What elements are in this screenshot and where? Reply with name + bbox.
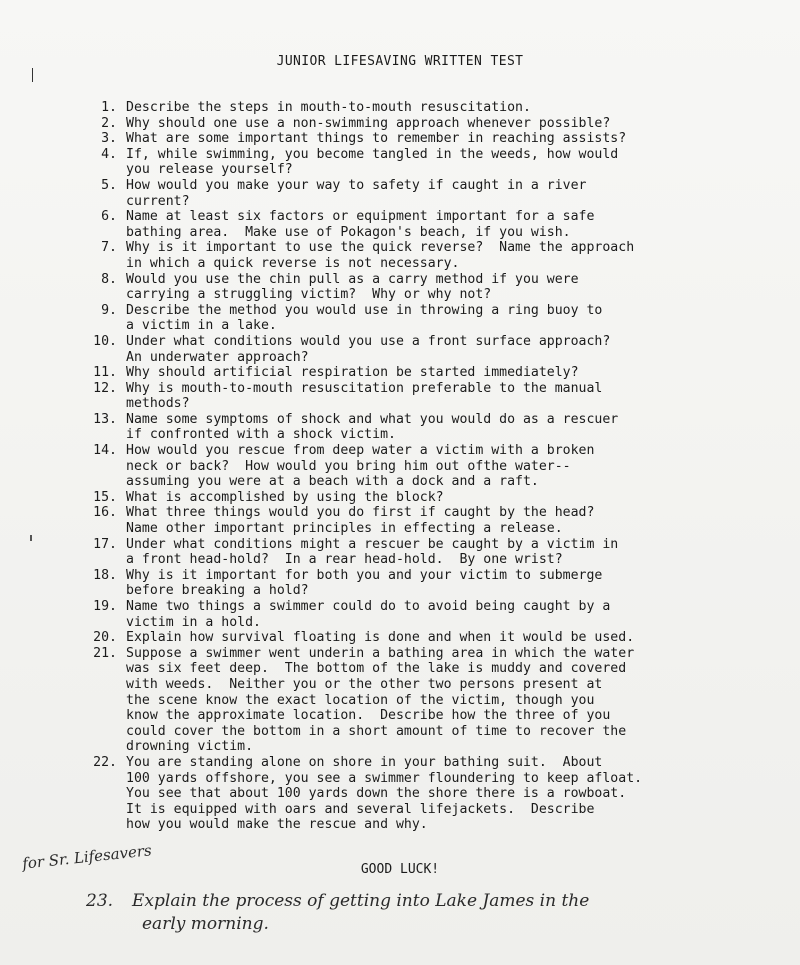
question-item	[70, 490, 790, 506]
question-text-line: methods?	[126, 396, 190, 412]
question-text-line: how you would make the rescue and why.	[126, 817, 428, 833]
question-text-line: Suppose a swimmer went underin a bathing area in which the water	[126, 645, 635, 661]
question-item	[70, 131, 790, 147]
question-text	[126, 116, 790, 132]
question-text-line: Why should artificial respiration be started immediately?	[126, 365, 579, 381]
question-item	[70, 646, 790, 755]
margin-dot	[30, 535, 32, 541]
margin-mark	[32, 68, 33, 82]
question-item	[70, 505, 790, 536]
question-number: 9.	[101, 302, 117, 318]
question-text	[126, 505, 790, 536]
question-item	[70, 537, 790, 568]
question-text	[126, 334, 790, 365]
question-text-line: neck or back? How would you bring him out ofthe water--	[126, 458, 571, 474]
question-number: 3.	[101, 131, 117, 147]
question-text	[126, 630, 790, 646]
test-title: JUNIOR LIFESAVING WRITTEN TEST	[276, 54, 524, 69]
handwritten-question-line-1: Explain the process of getting into Lake James in the	[132, 891, 590, 911]
question-number: 22.	[93, 754, 117, 770]
handwritten-note: for Sr. Lifesavers	[21, 841, 153, 873]
question-item	[70, 443, 790, 490]
question-text	[126, 381, 790, 412]
question-text-line: Name two things a swimmer could do to avoid being caught by a	[126, 599, 611, 614]
question-text	[126, 100, 790, 116]
question-number: 16.	[93, 505, 117, 521]
question-text	[126, 272, 790, 303]
question-number: 1.	[101, 100, 117, 115]
handwritten-question-number: 23.	[86, 891, 114, 911]
question-number: 4.	[101, 146, 117, 162]
question-text	[126, 568, 790, 599]
question-text-line: It is equipped with oars and several lifejackets. Describe	[126, 801, 595, 817]
question-text-line: An underwater approach?	[126, 349, 309, 365]
question-item	[70, 178, 790, 209]
question-text-line: Name at least six factors or equipment important for a safe	[126, 209, 595, 225]
question-text-line: Name other important principles in effecting a release.	[126, 521, 563, 537]
question-text	[126, 131, 790, 147]
handwritten-question-23	[86, 890, 776, 936]
question-text-line: How would you rescue from deep water a victim with a broken	[126, 443, 595, 459]
question-text-line: before breaking a hold?	[126, 583, 309, 599]
question-text	[126, 147, 790, 178]
question-text-line: Under what conditions would you use a front surface approach?	[126, 333, 611, 349]
question-item	[70, 240, 790, 271]
question-text	[126, 303, 790, 334]
question-text-line: Describe the steps in mouth-to-mouth resuscitation.	[126, 100, 531, 115]
question-text-line: Explain how survival floating is done and when it would be used.	[126, 630, 635, 646]
question-text-line: a front head-hold? In a rear head-hold. By one wrist?	[126, 552, 563, 568]
question-number: 2.	[101, 115, 117, 131]
question-text-line: the scene know the exact location of the victim, though you	[126, 692, 595, 708]
question-text-line: know the approximate location. Describe how the three of you	[126, 708, 611, 724]
handwritten-question-line-2: early morning.	[142, 914, 269, 934]
question-text-line: What are some important things to remember in reaching assists?	[126, 131, 627, 147]
question-item	[70, 100, 790, 116]
question-text-line: you release yourself?	[126, 162, 293, 178]
question-text	[126, 240, 790, 271]
question-number: 7.	[101, 240, 117, 256]
question-text	[126, 365, 790, 381]
question-number: 13.	[93, 411, 117, 427]
question-item	[70, 209, 790, 240]
question-text-line: in which a quick reverse is not necessary.	[126, 255, 460, 271]
question-item	[70, 116, 790, 132]
question-number: 21.	[93, 645, 117, 661]
question-text	[126, 755, 790, 833]
question-text	[126, 490, 790, 506]
question-number: 18.	[93, 567, 117, 583]
question-list	[70, 100, 790, 833]
question-item	[70, 303, 790, 334]
good-luck-text: GOOD LUCK!	[360, 862, 440, 877]
question-item	[70, 412, 790, 443]
question-item	[70, 381, 790, 412]
question-text-line: 100 yards offshore, you see a swimmer floundering to keep afloat.	[126, 770, 643, 786]
question-number: 11.	[93, 365, 117, 381]
question-text-line: assuming you were at a beach with a dock and a raft.	[126, 474, 539, 490]
question-text-line: current?	[126, 193, 190, 209]
question-item	[70, 568, 790, 599]
question-text-line: Would you use the chin pull as a carry method if you were	[126, 271, 579, 287]
question-number: 14.	[93, 443, 117, 459]
question-text-line: Why is it important to use the quick reverse? Name the approach	[126, 240, 635, 256]
question-item	[70, 147, 790, 178]
question-text	[126, 209, 790, 240]
question-item	[70, 334, 790, 365]
question-text-line: Describe the method you would use in throwing a ring buoy to	[126, 302, 603, 318]
question-item	[70, 272, 790, 303]
question-text-line: Why is mouth-to-mouth resuscitation preferable to the manual	[126, 380, 603, 396]
question-number: 19.	[93, 599, 117, 614]
question-text	[126, 599, 790, 630]
question-text-line: Under what conditions might a rescuer be caught by a victim in	[126, 536, 619, 552]
question-text	[126, 412, 790, 443]
question-number: 10.	[93, 333, 117, 349]
question-text-line: Why should one use a non-swimming approach whenever possible?	[126, 115, 611, 131]
question-text-line: victim in a hold.	[126, 614, 261, 630]
question-number: 8.	[101, 271, 117, 287]
question-text	[126, 537, 790, 568]
question-text-line: could cover the bottom in a short amount of time to recover the	[126, 723, 627, 739]
question-text-line: bathing area. Make use of Pokagon's beach, if you wish.	[126, 224, 571, 240]
question-item	[70, 365, 790, 381]
question-text-line: If, while swimming, you become tangled in the weeds, how would	[126, 146, 619, 162]
question-number: 12.	[93, 380, 117, 396]
question-text	[126, 443, 790, 490]
question-item	[70, 630, 790, 646]
question-number: 17.	[93, 536, 117, 552]
question-text	[126, 646, 790, 755]
question-number: 20.	[93, 630, 117, 646]
question-text-line: You are standing alone on shore in your bathing suit. About	[126, 754, 603, 770]
question-item	[70, 599, 790, 630]
question-text-line: Why is it important for both you and your victim to submerge	[126, 567, 603, 583]
question-text-line: a victim in a lake.	[126, 318, 277, 334]
question-text-line: You see that about 100 yards down the shore there is a rowboat.	[126, 786, 627, 802]
question-text-line: Name some symptoms of shock and what you would do as a rescuer	[126, 411, 619, 427]
question-text-line: if confronted with a shock victim.	[126, 427, 396, 443]
question-item	[70, 755, 790, 833]
question-text-line: What three things would you do first if caught by the head?	[126, 505, 595, 521]
question-number: 15.	[93, 489, 117, 505]
question-text-line: drowning victim.	[126, 739, 254, 755]
question-number: 5.	[101, 177, 117, 193]
question-text-line: How would you make your way to safety if caught in a river	[126, 177, 587, 193]
question-text-line: What is accomplished by using the block?	[126, 489, 444, 505]
question-text-line: was six feet deep. The bottom of the lake is muddy and covered	[126, 661, 627, 677]
question-text	[126, 178, 790, 209]
question-number: 6.	[101, 209, 117, 225]
question-text-line: carrying a struggling victim? Why or why not?	[126, 287, 492, 303]
question-text-line: with weeds. Neither you or the other two persons present at	[126, 676, 603, 692]
